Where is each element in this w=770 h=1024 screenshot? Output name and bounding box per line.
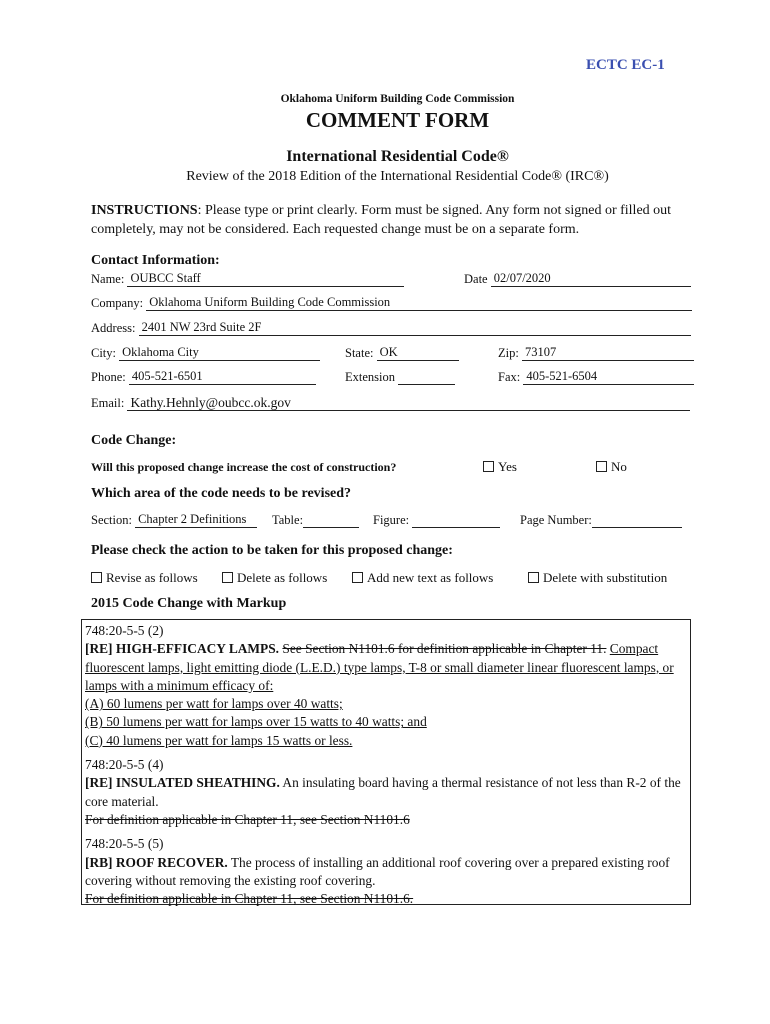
yes-checkbox[interactable]	[483, 461, 494, 472]
definition-text: The process of installing an additional roof covering over a prepared existing roof covering without removing the existing roof covering.	[85, 854, 670, 888]
added-text: Compact fluorescent lamps, light emitting diode (L.E.D.) type lamps, T-8 or small diameter linear fluorescent lamps, or lamps with a minimum efficacy of:	[85, 641, 674, 693]
add-label: Add new text as follows	[367, 570, 494, 585]
company-label: Company:	[91, 296, 144, 310]
extension-label: Extension	[345, 370, 395, 384]
struck-text: For definition applicable in Chapter 11, see Section N1101.6.	[85, 891, 414, 907]
area-question: Which area of the code needs to be revised?	[91, 486, 352, 501]
fax-row	[498, 369, 694, 385]
fax-field[interactable]: 405-521-6504	[523, 369, 694, 385]
extension-field[interactable]	[398, 369, 455, 385]
no-option[interactable]	[596, 459, 627, 475]
revise-checkbox[interactable]	[91, 572, 102, 583]
definition-term: [RE] INSULATED SHEATHING.	[85, 775, 280, 791]
struck-text: See Section N1101.6 for definition applicable in Chapter 11.	[282, 641, 607, 657]
action-revise[interactable]	[91, 570, 198, 586]
substitute-checkbox[interactable]	[528, 572, 539, 583]
state-field[interactable]: OK	[377, 345, 459, 361]
added-text: (C) 40 lumens per watt for lamps 15 watts or less.	[85, 732, 353, 748]
section-label: Section:	[91, 513, 132, 527]
form-title: COMMENT FORM	[305, 108, 490, 132]
instructions	[91, 201, 701, 239]
date-label: Date	[464, 272, 488, 286]
definition-term: [RB] ROOF RECOVER.	[85, 854, 228, 870]
definition-term: [RE] HIGH-EFFICACY LAMPS.	[85, 641, 280, 657]
page-number-row	[520, 512, 682, 528]
cost-question: Will this proposed change increase the cost of construction?	[91, 460, 397, 474]
zip-label: Zip:	[498, 346, 519, 360]
email-label: Email:	[91, 396, 125, 410]
phone-field[interactable]: 405-521-6501	[129, 369, 316, 385]
zip-field[interactable]: 73107	[522, 345, 694, 361]
table-field[interactable]	[303, 512, 359, 528]
struck-text: For definition applicable in Chapter 11, see Section N1101.6	[85, 811, 410, 827]
figure-label: Figure:	[373, 513, 410, 527]
instructions-text: : Please type or print clearly. Form must be signed. Any form not signed or filled out completely, may not be considered. Each requested change must be on a separate form.	[91, 203, 672, 237]
fax-label: Fax:	[498, 370, 521, 384]
table-row-field	[272, 512, 359, 528]
table-label: Table:	[272, 513, 304, 527]
document-id: ECTC EC-1	[586, 57, 665, 73]
name-row	[91, 271, 404, 287]
address-row	[91, 320, 691, 336]
action-add[interactable]	[352, 570, 493, 586]
phone-label: Phone:	[91, 370, 126, 384]
section-ref: 748:20-5-5 (2)	[85, 623, 164, 638]
figure-row	[373, 512, 500, 528]
extension-row	[345, 369, 455, 385]
code-title: International Residential Code®	[286, 148, 509, 165]
figure-field[interactable]	[412, 512, 500, 528]
delete-checkbox[interactable]	[222, 572, 233, 583]
contact-heading: Contact Information:	[91, 253, 220, 268]
date-row	[464, 271, 691, 287]
code-change-heading: Code Change:	[91, 433, 177, 448]
instructions-label: INSTRUCTIONS	[91, 203, 198, 218]
revise-label: Revise as follows	[106, 570, 198, 585]
action-delete[interactable]	[222, 570, 327, 586]
zip-row	[498, 345, 694, 361]
address-label: Address:	[91, 321, 136, 335]
company-field[interactable]: Oklahoma Uniform Building Code Commission	[146, 295, 692, 311]
added-text: (A) 60 lumens per watt for lamps over 40 watts;	[85, 696, 343, 712]
city-label: City:	[91, 346, 117, 360]
date-field[interactable]: 02/07/2020	[491, 271, 691, 287]
added-text: (B) 50 lumens per watt for lamps over 15 watts to 40 watts; and	[85, 714, 427, 730]
markup-heading: 2015 Code Change with Markup	[91, 596, 287, 611]
yes-option[interactable]	[483, 459, 517, 475]
address-field[interactable]: 2401 NW 23rd Suite 2F	[139, 320, 691, 336]
no-checkbox[interactable]	[596, 461, 607, 472]
action-substitute[interactable]	[528, 570, 667, 586]
email-row	[91, 395, 690, 411]
yes-label: Yes	[498, 459, 517, 474]
delete-label: Delete as follows	[237, 570, 328, 585]
section-ref: 748:20-5-5 (5)	[85, 836, 164, 852]
substitute-label: Delete with substitution	[543, 570, 668, 585]
no-label: No	[611, 459, 627, 474]
city-row	[91, 345, 320, 361]
name-field[interactable]: OUBCC Staff	[127, 271, 404, 287]
add-checkbox[interactable]	[352, 572, 363, 583]
markup-box[interactable]	[81, 619, 691, 905]
name-label: Name:	[91, 272, 125, 286]
page-number-label: Page Number:	[520, 513, 592, 527]
section-field[interactable]: Chapter 2 Definitions	[135, 512, 257, 528]
review-line: Review of the 2018 Edition of the International Residential Code® (IRC®)	[186, 169, 609, 184]
section-row	[91, 512, 257, 528]
city-field[interactable]: Oklahoma City	[119, 345, 320, 361]
state-row	[345, 345, 459, 361]
email-field[interactable]: Kathy.Hehnly@oubcc.ok.gov	[127, 395, 690, 411]
agency-name: Oklahoma Uniform Building Code Commission	[280, 93, 515, 105]
definition-text: An insulating board having a thermal resistance of not less than R-2 of the core material.	[85, 775, 681, 809]
state-label: State:	[345, 346, 374, 360]
company-row	[91, 295, 692, 311]
action-heading: Please check the action to be taken for this proposed change:	[91, 543, 453, 558]
page-number-field[interactable]	[592, 512, 682, 528]
section-ref: 748:20-5-5 (4)	[85, 757, 164, 773]
phone-row	[91, 369, 316, 385]
